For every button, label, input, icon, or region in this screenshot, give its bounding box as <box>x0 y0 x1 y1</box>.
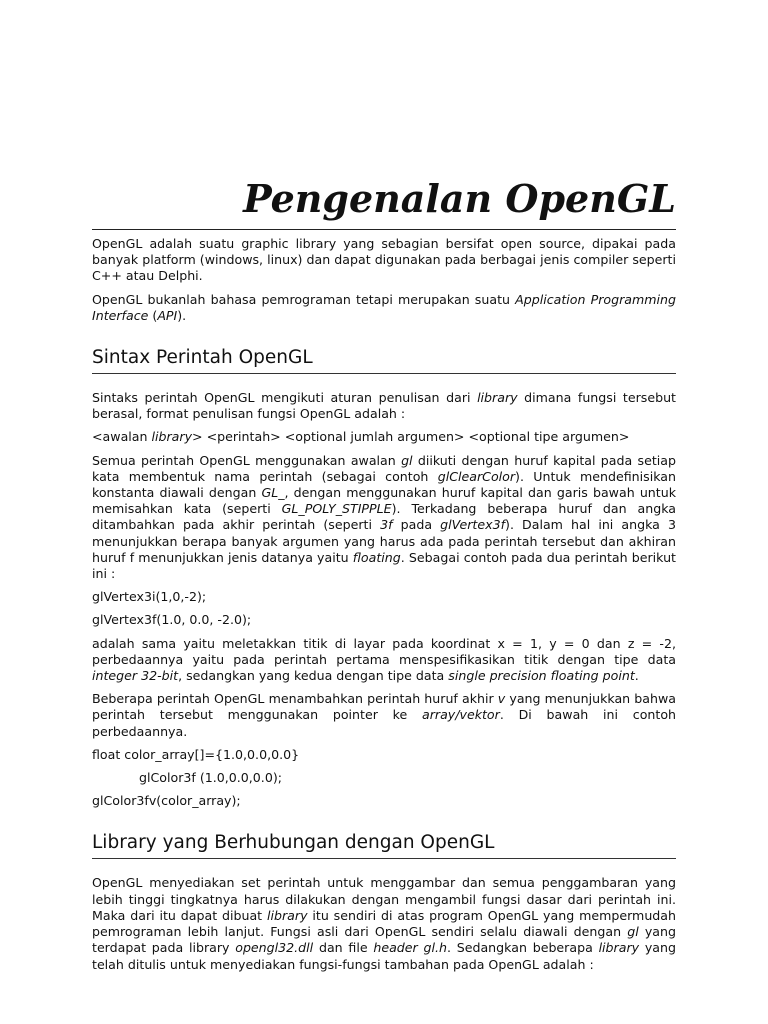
italic-term: v <box>497 691 506 707</box>
text-run: ). <box>177 307 187 323</box>
page-title: Pengenalan OpenGL <box>92 175 676 230</box>
italic-term: opengl32.dll <box>235 940 314 956</box>
italic-term: gl <box>627 924 639 940</box>
text-run: itu sendiri di atas program OpenGL yang mempermudah pemrograman lebih lanjut. Fungsi asli dari OpenGL sendiri selalu diawali dengan <box>92 907 676 940</box>
italic-term: library <box>477 390 518 406</box>
text-run: <awalan <box>92 429 152 445</box>
text-run: ). Untuk mendefinisikan konstanta diawali dengan <box>92 468 676 501</box>
sintax-paragraph-2 <box>92 453 676 583</box>
italic-term: library <box>267 907 308 923</box>
sintax-format-line <box>92 429 676 445</box>
text-run: yang terdapat pada library <box>92 924 676 956</box>
section-heading-library: Library yang Berhubungan dengan OpenGL <box>92 831 676 859</box>
italic-term: gl <box>401 452 413 468</box>
italic-term: header gl.h <box>373 940 447 956</box>
italic-term: floating <box>352 549 401 565</box>
text-run: dimana fungsi tersebut berasal, format penulisan fungsi OpenGL adalah : <box>92 390 676 422</box>
text-run: , sedangkan yang kedua dengan tipe data <box>178 668 449 684</box>
code-line-3: float color_array[]={1.0,0.0,0.0} <box>92 746 300 762</box>
italic-term: library <box>598 940 640 956</box>
text-run: ( <box>148 307 158 323</box>
text-run: , dengan menggunakan huruf kapital dan garis bawah untuk memisahkan kata (seperti <box>92 485 676 517</box>
library-paragraph-1 <box>92 875 676 972</box>
italic-term: integer 32-bit <box>92 668 179 684</box>
sintax-paragraph-4 <box>92 691 676 740</box>
text-run: dan file <box>313 940 374 956</box>
text-run: > <perintah> <optional jumlah argumen> <optional tipe argumen> <box>192 429 630 445</box>
section-heading-sintax: Sintax Perintah OpenGL <box>92 346 676 374</box>
text-run: Beberapa perintah OpenGL menambahkan perintah huruf akhir <box>92 691 498 707</box>
italic-term: glVertex3f <box>440 517 506 533</box>
text-run: ). Dalam hal ini angka 3 menunjukkan berapa banyak argumen yang harus ada pada perintah tersebut dan akhiran huruf f menunjukkan jenis datanya yaitu <box>92 517 676 565</box>
italic-term: API <box>157 307 178 323</box>
text-run: . Sedangkan beberapa <box>446 940 599 956</box>
code-line-2: glVertex3f(1.0, 0.0, -2.0); <box>92 612 252 628</box>
text-run: . <box>634 668 639 684</box>
text-run: yang telah ditulis untuk menyediakan fungsi-fungsi tambahan pada OpenGL adalah : <box>92 940 677 972</box>
text-run: ). Terkadang beberapa huruf dan angka ditambahkan pada akhir perintah (seperti <box>92 501 676 533</box>
text-run: Sintaks perintah OpenGL mengikuti aturan penulisan dari <box>92 390 478 406</box>
code-line-1: glVertex3i(1,0,-2); <box>92 589 207 605</box>
code-line-5: glColor3fv(color_array); <box>92 793 241 809</box>
italic-term: Application Programming Interface <box>92 291 677 323</box>
italic-term: library <box>151 429 193 445</box>
italic-term: glClearColor <box>437 468 516 484</box>
italic-term: GL_ <box>261 485 285 501</box>
text-run: . Sebagai contoh pada dua perintah berikut ini : <box>92 549 676 582</box>
sintax-paragraph-3 <box>92 636 676 685</box>
text-run: . Di bawah ini contoh perbedaannya. <box>92 707 677 739</box>
intro-paragraph-1: OpenGL adalah suatu graphic library yang sebagian bersifat open source, dipakai pada banyak platform (windows, linux) dan dapat digunakan pada berbagai jenis compiler seperti C++ atau Delphi. <box>92 236 676 284</box>
text-run: yang menunjukkan bahwa perintah tersebut menggunakan pointer ke <box>92 691 676 723</box>
text-run: OpenGL bukanlah bahasa pemrograman tetapi merupakan suatu <box>92 291 516 307</box>
document-page <box>92 175 676 980</box>
text-run: OpenGL menyediakan set perintah untuk menggambar dan semua penggambaran yang lebih tinggi tingkatnya harus dilakukan dengan mengambil fungsi dasar dari perintah ini. Maka dari itu dapat dibuat <box>92 875 676 923</box>
italic-term: GL_POLY_STIPPLE <box>281 501 392 517</box>
sintax-paragraph-1 <box>92 390 676 422</box>
text-run: adalah sama yaitu meletakkan titik di layar pada koordinat x = 1, y = 0 dan z = -2, perbedaannya yaitu pada perintah pertama menspesifikasikan titik dengan tipe data <box>92 635 676 667</box>
code-line-4: glColor3f (1.0,0.0,0.0); <box>139 770 282 786</box>
text-run: diikuti dengan huruf kapital pada setiap kata membentuk nama perintah (sebagai contoh <box>92 452 676 484</box>
text-run: pada <box>392 517 441 533</box>
intro-paragraph-2 <box>92 292 676 324</box>
italic-term: 3f <box>380 517 393 533</box>
italic-term: single precision floating point <box>448 668 635 684</box>
italic-term: array/vektor <box>422 707 500 723</box>
text-run: Semua perintah OpenGL menggunakan awalan <box>92 452 402 468</box>
